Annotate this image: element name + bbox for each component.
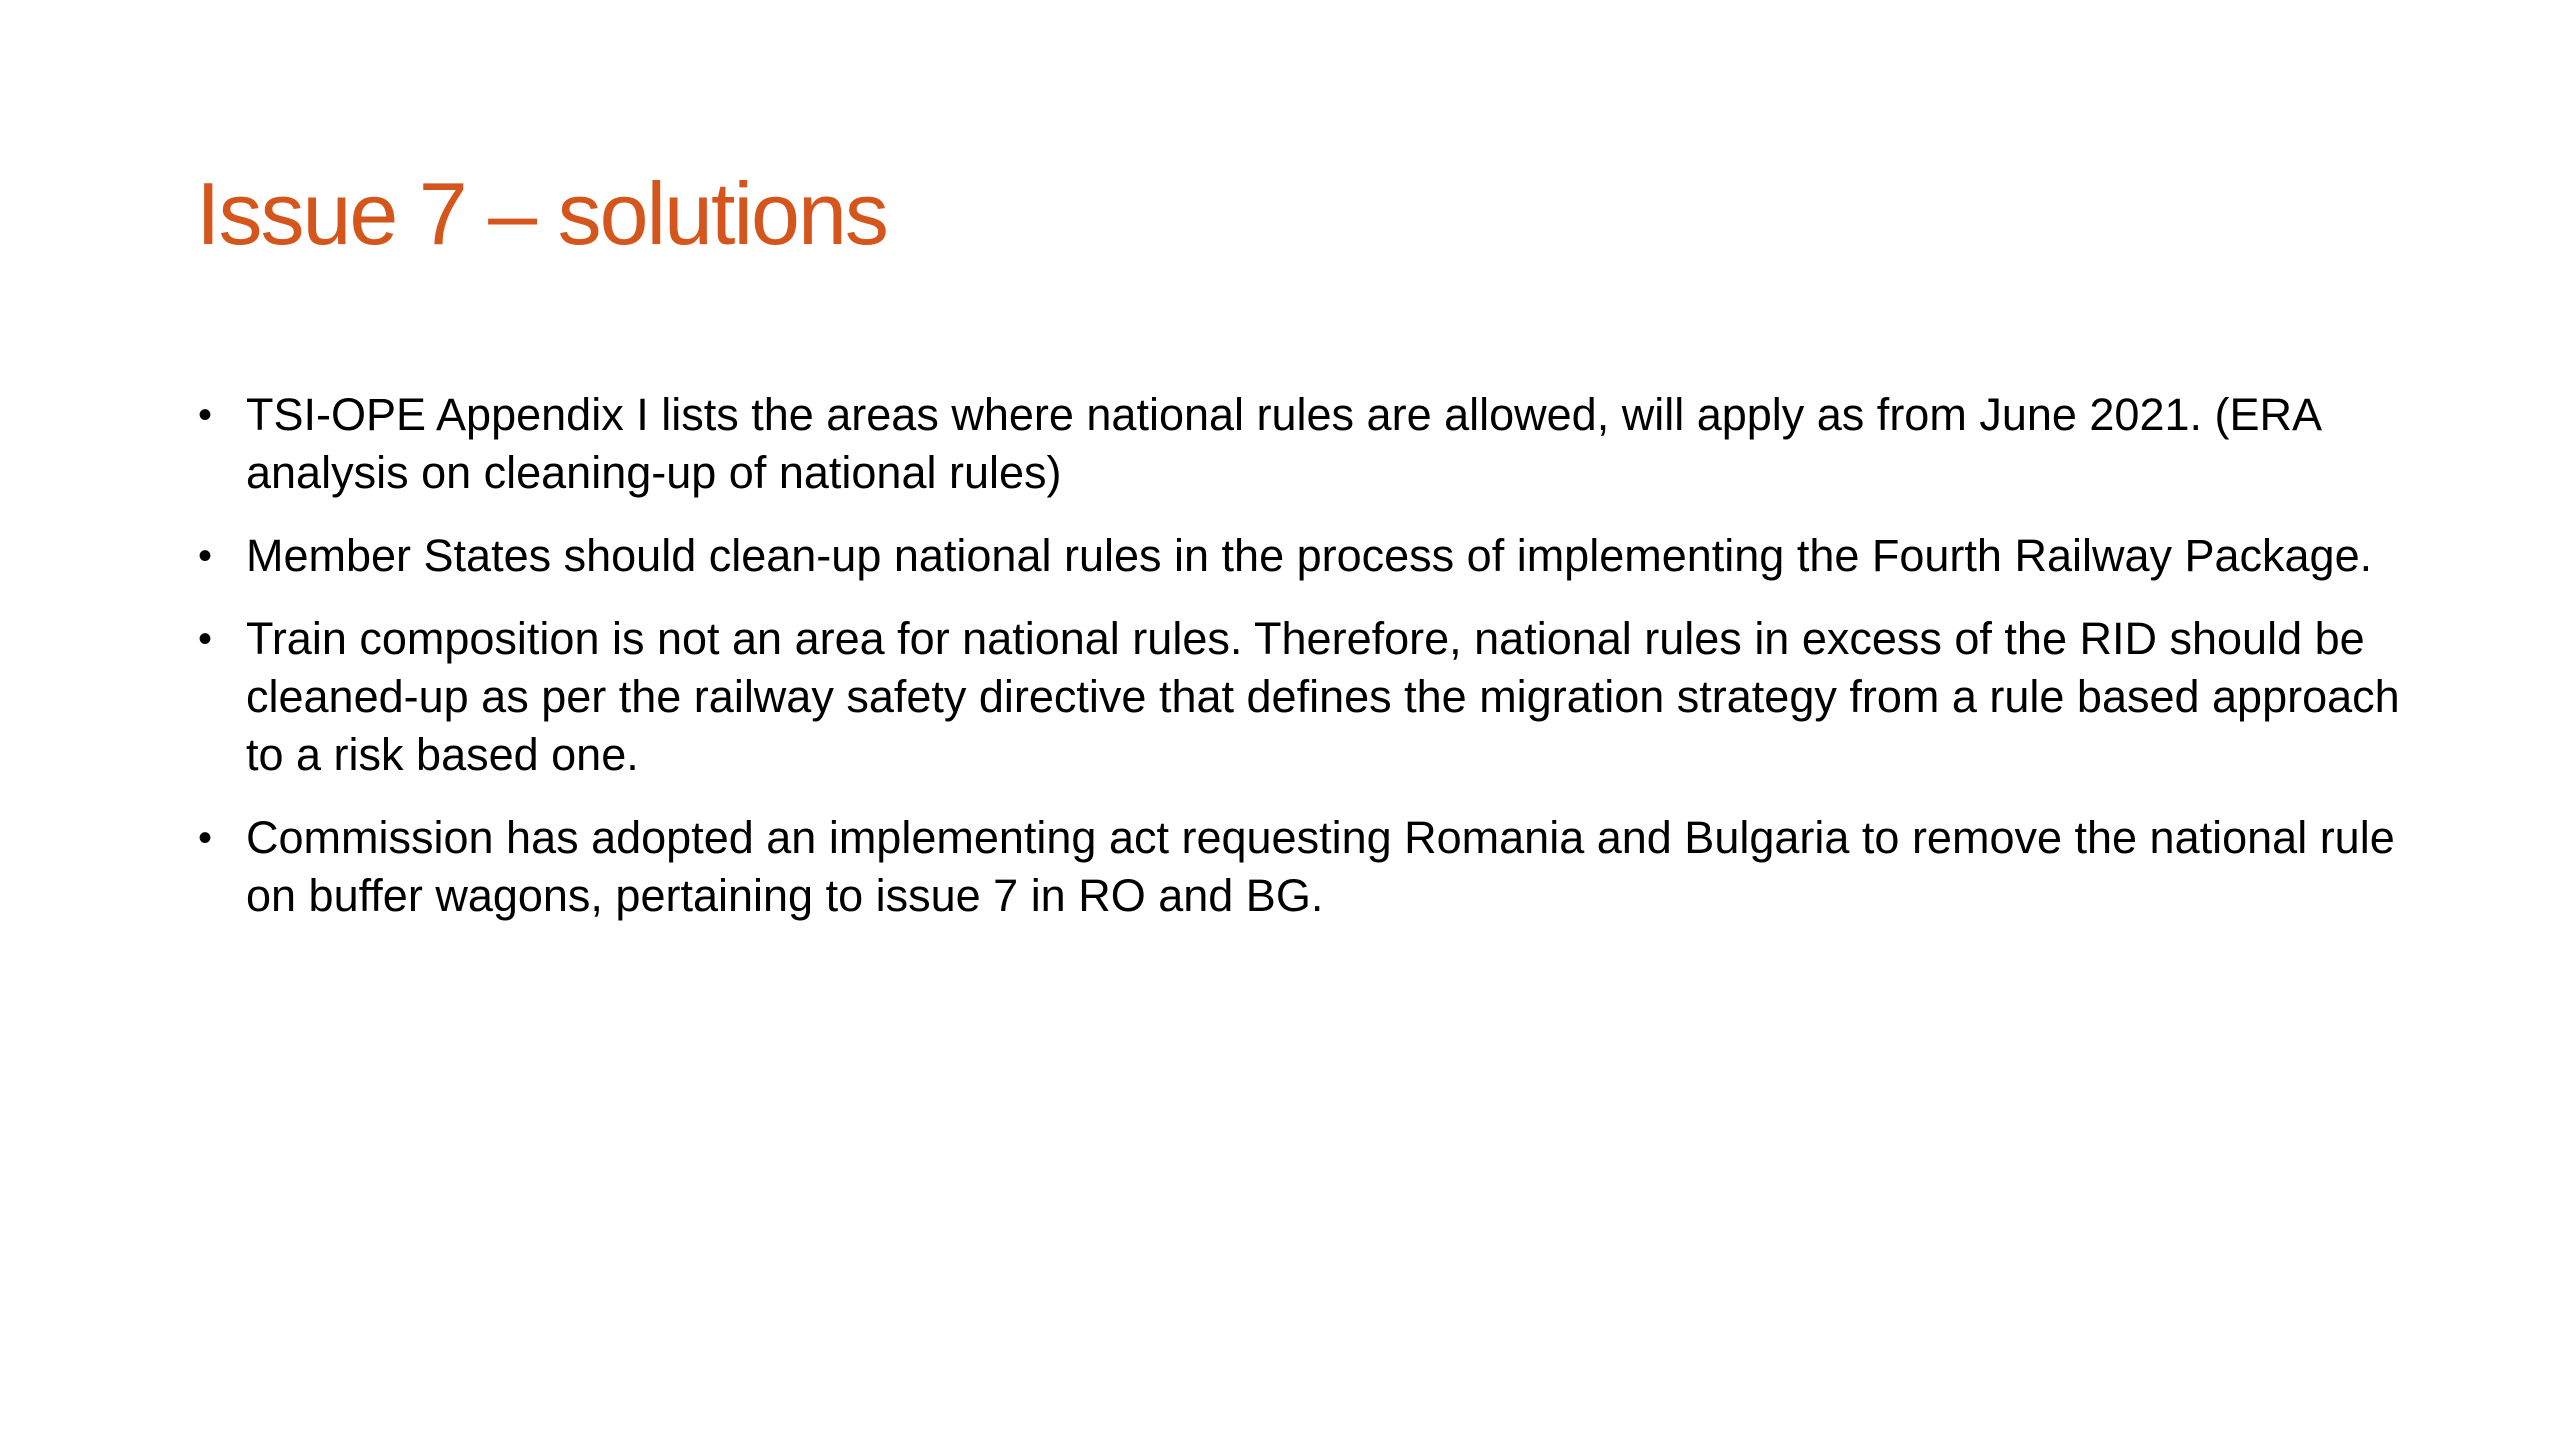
bullet-list bbox=[196, 386, 2426, 950]
slide-title: Issue 7 – solutions bbox=[196, 164, 887, 263]
bullet-item bbox=[196, 809, 2426, 925]
bullet-item bbox=[196, 386, 2426, 502]
bullet-item bbox=[196, 610, 2426, 784]
bullet-text: Member States should clean-up national rules in the process of implementing the Fourth Railway Package. bbox=[246, 530, 2373, 581]
bullet-dot-icon: • bbox=[198, 393, 213, 437]
bullet-dot-icon: • bbox=[198, 816, 213, 860]
bullet-dot-icon: • bbox=[198, 534, 213, 578]
bullet-text: TSI-OPE Appendix I lists the areas where national rules are allowed, will apply as from June 2021. (ERA analysis on cleaning-up of national rules) bbox=[246, 389, 2320, 498]
bullet-text: Commission has adopted an implementing act requesting Romania and Bulgaria to remove the national rule on buffer wagons, pertaining to issue 7 in RO and BG. bbox=[246, 812, 2395, 921]
bullet-item bbox=[196, 527, 2426, 585]
bullet-text: Train composition is not an area for national rules. Therefore, national rules in excess of the RID should be cleaned-up as per the railway safety directive that defines the migration strategy from a rule based approach to a risk based one. bbox=[246, 613, 2400, 780]
bullet-dot-icon: • bbox=[198, 617, 213, 661]
